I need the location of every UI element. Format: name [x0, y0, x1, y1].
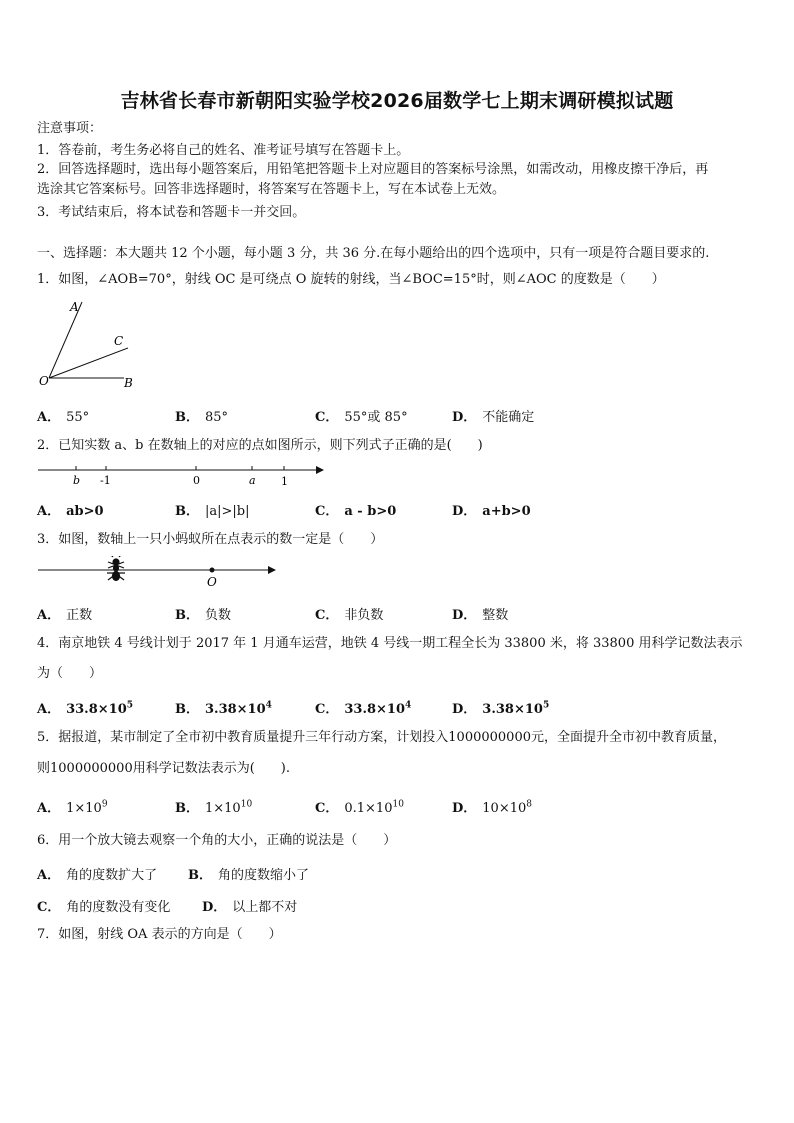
option-b: B． $3.38\times 10^4$ — [175, 700, 272, 717]
label-a: a — [249, 474, 256, 487]
notice-item: 1．答卷前，考生务必将自己的姓名、准考证号填写在答题卡上。 — [37, 143, 410, 158]
section-heading: 一、选择题：本大题共 12 个小题，每小题 3 分，共 36 分.在每小题给出的四个选项中，只有一项是符合题目要求的. — [37, 246, 710, 261]
option-a: A． $33.8\times 10^5$ — [37, 700, 134, 717]
question-6-stem: 6．用一个放大镜去观察一个角的大小，正确的说法是（ ） — [37, 833, 397, 848]
option-a: A． 55° — [37, 410, 90, 425]
origin-dot — [210, 568, 215, 573]
option-d: D． 以上都不对 — [202, 900, 298, 915]
option-d: D． 不能确定 — [452, 410, 535, 425]
option-d: D． a+b>0 — [452, 504, 531, 519]
label-c: C — [114, 334, 124, 348]
arrow-icon — [268, 566, 276, 574]
notice-item: 2．回答选择题时，选出每小题答案后，用铅笔把答题卡上对应题目的答案标号涂黑，如需改动，用橡皮擦干净后，再 — [37, 162, 709, 177]
question-4-stem: 4．南京地铁 4 号线计划于 2017 年 1 月通车运营，地铁 4 号线一期工程全长为 33800 米，将 33800 用科学记数法表示 — [37, 636, 743, 651]
option-a: A． 角的度数扩大了 — [37, 868, 158, 883]
option-b: B． |a|>|b| — [175, 504, 250, 519]
option-c: C． 角的度数没有变化 — [37, 900, 171, 915]
label-o: O — [39, 374, 49, 388]
label-b: B — [124, 376, 133, 390]
option-b: B． 85° — [175, 410, 229, 425]
ant-icon — [107, 556, 125, 581]
question-2-stem: 2．已知实数 a、b 在数轴上的对应的点如图所示，则下列式子正确的是( ) — [37, 438, 483, 453]
notice-item: 选涂其它答案标号。回答非选择题时，将答案写在答题卡上，写在本试卷上无效。 — [37, 182, 506, 197]
question-5-stem: 5．据报道，某市制定了全市初中教育质量提升三年行动方案，计划投入1000000000元，全面提升全市初中教育质量， — [37, 730, 726, 745]
question-4-stem-cont: 为（ ） — [37, 666, 103, 681]
label-minus-one: -1 — [100, 474, 111, 487]
label-one: 1 — [281, 475, 288, 488]
notice-heading: 注意事项： — [37, 121, 103, 136]
ant-number-line-figure — [36, 556, 286, 592]
ray-oc — [49, 348, 128, 378]
label-b: b — [73, 474, 81, 487]
question-1-stem: 1．如图，∠AOB=70°，射线 OC 是可绕点 O 旋转的射线，当∠BOC=15°时，则∠AOC 的度数是（ ） — [37, 272, 665, 287]
option-a: A． ab>0 — [37, 504, 104, 519]
option-c: C． a - b>0 — [315, 504, 397, 519]
option-c: C． $0.1\times 10^{10}$ — [315, 799, 404, 816]
angle-figure — [36, 296, 146, 392]
option-a: A． $1\times 10^9$ — [37, 799, 108, 816]
notice-item: 3．考试结束后，将本试卷和答题卡一并交回。 — [37, 205, 306, 220]
option-b: B． $1\times 10^{10}$ — [175, 799, 253, 816]
label-a: A — [70, 300, 79, 314]
option-b: B． 负数 — [175, 608, 232, 623]
number-line-figure — [36, 460, 336, 492]
label-o: O — [207, 575, 217, 589]
option-d: D． $3.38\times 10^5$ — [452, 700, 550, 717]
option-a: A． 正数 — [37, 608, 93, 623]
option-c: C． 非负数 — [315, 608, 384, 623]
option-c: C． $33.8\times 10^4$ — [315, 700, 412, 717]
question-5-stem-cont: 则1000000000用科学记数法表示为( ). — [37, 761, 290, 776]
question-3-stem: 3．如图，数轴上一只小蚂蚁所在点表示的数一定是（ ） — [37, 532, 384, 547]
label-zero: 0 — [193, 474, 200, 487]
arrow-icon — [316, 466, 324, 474]
page-title: 吉林省长春市新朝阳实验学校2026届数学七上期末调研模拟试题 — [120, 90, 674, 112]
question-7-stem: 7．如图，射线 OA 表示的方向是（ ） — [37, 927, 282, 942]
option-b: B． 角的度数缩小了 — [188, 868, 310, 883]
option-c: C． 55°或 85° — [315, 410, 408, 425]
option-d: D． $10\times 10^8$ — [452, 799, 532, 816]
option-d: D． 整数 — [452, 608, 509, 623]
